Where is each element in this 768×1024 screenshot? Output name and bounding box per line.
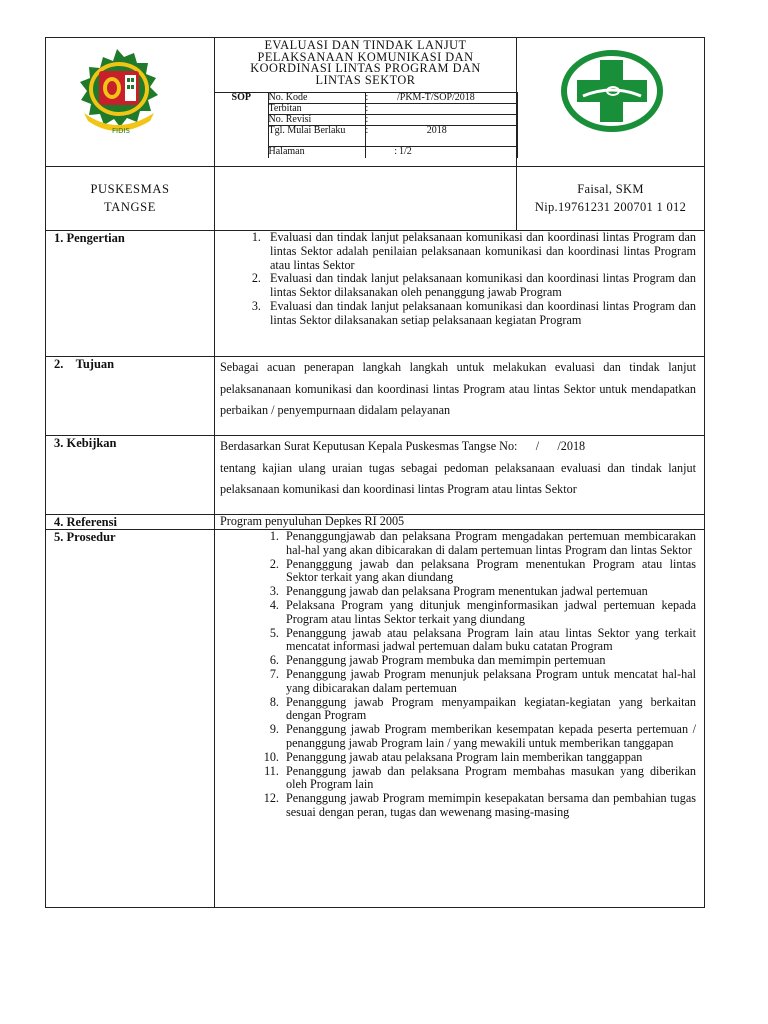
meta-label-tgl: Tgl. Mulai Berlaku (268, 126, 365, 147)
meta-sep-terbitan: : (365, 104, 397, 115)
prosedur-item-12: 12. Penanggung jawab Program memimpin kesepakatan bersama dan pembahian tugas sesuai dengan peran, tugas dan wewenang masing-masing (282, 792, 696, 820)
meta-sep-tgl: : (365, 126, 397, 147)
meta-value-tgl: 2018 (397, 126, 517, 147)
svg-text:FIDIS: FIDIS (112, 127, 130, 135)
meta-value-halaman: 1/2 (397, 147, 517, 158)
kebijakan-label: 3. Kebijkan (46, 436, 215, 515)
org-name-line2: TANGSE (104, 200, 156, 214)
pengertian-item-2: 2. Evaluasi dan tindak lanjut pelaksanaan komunikasi dan koordinasi lintas Program dan lintas Sektor dilaksanakan oleh penanggung jawab Program (264, 272, 696, 300)
sop-table (45, 37, 705, 908)
prosedur-item-11: 11. Penanggung jawab dan pelaksana Program membahas masukan yang diberikan oleh Program lain (282, 765, 696, 793)
org-name-line1: PUSKESMAS (90, 182, 170, 196)
meta-label-terbitan: Terbitan (268, 104, 365, 115)
org-name-cell (46, 167, 215, 231)
sop-label: SOP (215, 93, 268, 158)
prosedur-item-8: 8. Penanggung jawab Program menyampaikan kegiatan-kegiatan yang berkaitan dengan Program (282, 696, 696, 724)
prosedur-item-10: 10. Penanggung jawab atau pelaksana Program lain memberikan tanggappan (282, 751, 696, 765)
kebijakan-content (215, 436, 705, 515)
meta-value-revisi (397, 115, 517, 126)
meta-value-terbitan (397, 104, 517, 115)
title-line-2: PELAKSANAAN KOMUNIKASI DAN (257, 49, 474, 64)
prosedur-label: 5. Prosedur (46, 530, 215, 908)
green-cross-icon (561, 50, 663, 132)
pengertian-label: 1. Pengertian (46, 231, 215, 357)
meta-value-kode: /PKM-T/SOP/2018 (397, 93, 517, 104)
pengertian-list (220, 231, 696, 328)
prosedur-item-1: 1. Penanggungjawab dan pelaksana Program mengadakan pertemuan membicarakan hal-hal yang akan dibicarakan di dalam pertemuan lintas Program dan lintas Sektor (282, 530, 696, 558)
prosedur-list (220, 530, 696, 820)
tujuan-text: Sebagai acuan penerapan langkah langkah untuk melakukan evaluasi dan tindak lanjut pelaksananaan komunikasi dan koordinasi lintas Program atau lintas Sektor untuk mendapatkan perbaikan / penyempurnaan didalam pelayanan (215, 357, 705, 436)
pengertian-item-1: 1. Evaluasi dan tindak lanjut pelaksanaan komunikasi dan koordinasi lintas Program dan lintas Sektor adalah penilaian pelaksanaan komunikasi dan koordinasi lintas Program atau lintas Sektor (264, 231, 696, 272)
sop-meta-table (215, 92, 518, 158)
signature-cell (517, 167, 705, 231)
kebijakan-text: tentang kajian ulang uraian tugas sebagai pedoman pelaksanaan evaluasi dan tindak lanjut pelaksanaan komunikasi dan koordinasi lintas Program atau lintas Sektor (220, 460, 696, 496)
title-cell (215, 38, 517, 167)
prosedur-item-4: 4. Pelaksana Program yang ditunjuk menginformasikan jadwal pertemuan kepada Program atau lintas Sektor terkait yang diundang (282, 599, 696, 627)
kebijakan-line1: Berdasarkan Surat Keputusan Kepala Puskesmas Tangse No: / /2018 (220, 439, 586, 453)
puskesmas-emblem-icon (62, 47, 172, 135)
tujuan-label: 2. Tujuan (46, 357, 215, 436)
prosedur-item-6: 6. Penanggung jawab Program membuka dan memimpin pertemuan (282, 654, 696, 668)
prosedur-item-7: 7. Penanggung jawab Program menunjuk pelaksana Program untuk mencatat hal-hal yang dibicarakan dalam pertemuan (282, 668, 696, 696)
pengertian-item-3: 3. Evaluasi dan tindak lanjut pelaksanaan komunikasi dan koordinasi lintas Program dan lintas Sektor dilaksanakan setiap pelaksanaan kegiatan Program (264, 300, 696, 328)
title-line-3: KOORDINASI LINTAS PROGRAM DAN (250, 61, 481, 76)
sop-document (45, 37, 705, 908)
logo-motto-text-icon (101, 124, 141, 136)
meta-label-kode: No. Kode (268, 93, 365, 104)
right-logo-cell (517, 38, 705, 167)
meta-sep-kode: : (365, 93, 397, 104)
meta-sep-halaman: : (365, 147, 397, 158)
referensi-label: 4. Referensi (46, 515, 215, 530)
prosedur-item-2: 2. Penangggung jawab dan pelaksana Program menentukan Program atau lintas Sektor terkait yang akan diundang (282, 558, 696, 586)
referensi-text: Program penyuluhan Depkes RI 2005 (215, 515, 705, 530)
meta-sep-revisi: : (365, 115, 397, 126)
prosedur-content (215, 530, 705, 908)
title-line-1: EVALUASI DAN TINDAK LANJUT (264, 38, 467, 52)
signer-name: Faisal, SKM (577, 182, 644, 196)
signer-nip: Nip.19761231 200701 1 012 (534, 200, 687, 214)
prosedur-item-9: 9. Penanggung jawab Program memberikan kesempatan kepada peserta pertemuan / penanggung jawab Program lain / yang mewakili untuk memberikan tanggapan (282, 723, 696, 751)
meta-label-halaman: Halaman (268, 147, 365, 158)
meta-label-revisi: No. Revisi (268, 115, 365, 126)
title-line-4: LINTAS SEKTOR (315, 72, 416, 87)
prosedur-item-3: 3. Penanggung jawab dan pelaksana Program menentukan jadwal pertemuan (282, 585, 696, 599)
blank-middle-cell (215, 167, 517, 231)
document-title (215, 38, 516, 92)
left-logo-cell (46, 38, 215, 167)
pengertian-content (215, 231, 705, 357)
prosedur-item-5: 5. Penanggung jawab atau pelaksana Program lain atau lintas Sektor yang terkait mencatat informasi jadwal pertemuan dalam buku catatan Program (282, 627, 696, 655)
